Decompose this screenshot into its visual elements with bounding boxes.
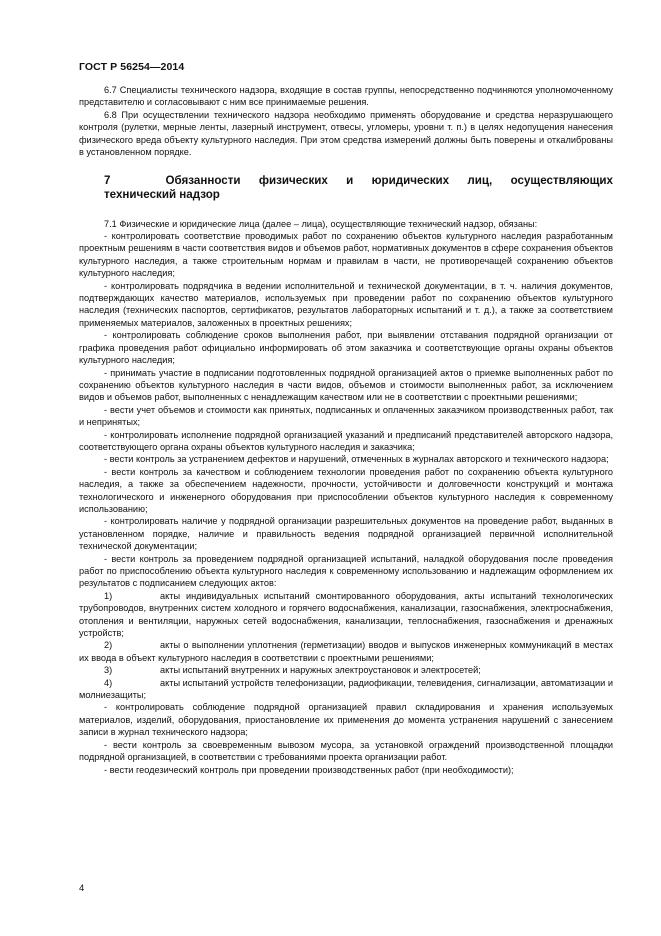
duty-item: - вести контроль за своевременным вывозом мусора, за установкой ограждений производственной площадки подрядной организацией, в соответствии с требованиями проекта организации работ.	[79, 739, 613, 763]
act-number: 2)	[104, 640, 113, 651]
document-body	[79, 84, 613, 776]
act-text: акты индивидуальных испытаний смонтированного оборудования, акты испытаний технологических трубопроводов, внутренних систем холодного и горячего водоснабжения, канализации, газоснабжения, электроснабжения, отопления и вентиляции, наружных сетей водоснабжения, канализации, теплоснабжения, газоснабжения и дренажных устройств;	[79, 590, 613, 639]
duty-item: - контролировать соблюдение сроков выполнения работ, при выявлении отставания подрядной организации от графика проведения работ официально информировать об этом заказчика и соответствующие органы охраны объектов культурного наследия;	[79, 330, 613, 366]
section-title-text1: Обязанности физических и юридических лиц, осуществляющих	[165, 174, 613, 188]
paragraph-7-1: 7.1 Физические и юридические лица (далее – лица), осуществляющие технический надзор, обязаны:	[104, 218, 538, 229]
section-title-line2: технический надзор	[104, 188, 220, 202]
duty-item: - вести контроль за проведением подрядной организацией испытаний, наладкой оборудования после проведения работ по приспособлению объекта культурного наследия к современному использованию и надлежащим оформлением их результатов с подписанием следующих актов:	[79, 553, 613, 589]
section-number: 7	[104, 174, 111, 188]
act-text: акты испытаний внутренних и наружных электроустановок и электросетей;	[160, 665, 481, 676]
duty-item: - контролировать подрядчика в ведении исполнительной и технической документации, в т. ч. наличия документов, подтверждающих качество материалов, используемых при проведении работ по сохранению объектов культурного наследия (технических паспортов, сертификатов, результатов лабораторных испытаний и т. д.), а также за соответствием применяемых материалов, заложенных в проектных решениях;	[79, 280, 613, 328]
duty-item: - контролировать исполнение подрядной организацией указаний и предписаний представителей авторского надзора, соответствующего органа охраны объектов культурного наследия и заказчика;	[79, 429, 613, 452]
paragraph-6-8: 6.8 При осуществлении технического надзора необходимо применять оборудование и средства неразрушающего контроля (рулетки, мерные ленты, лазерный инструмент, отвесы, угломеры, уровни т. п.) в целях недопущения нанесения физического вреда объекту культурного наследия. При этом средства измерений должны быть поверены и откалиброваны в установленном порядке.	[79, 109, 613, 158]
duty-item: - вести геодезический контроль при проведении производственных работ (при необходимости);	[104, 764, 514, 775]
act-item-2	[79, 639, 613, 664]
paragraph-6-7: 6.7 Специалисты технического надзора, входящие в состав группы, непосредственно подчиняются уполномоченному представителю и согласовывают с ним все принимаемые решения.	[79, 85, 613, 108]
duty-item: - вести контроль за устранением дефектов и нарушений, отмеченных в журналах авторского и технического надзора;	[104, 454, 609, 465]
duty-item: - вести учет объемов и стоимости как принятых, подписанных и оплаченных заказчиком производственных работ, так и непринятых;	[79, 404, 613, 428]
act-number: 1)	[104, 590, 113, 601]
act-text: акты испытаний устройств телефонизации, радиофикации, телевидения, сигнализации, автоматизации и молниезащиты;	[79, 677, 613, 701]
act-item-1	[79, 590, 613, 640]
document-code-header: ГОСТ Р 56254—2014	[79, 61, 185, 73]
duty-item: - контролировать наличие у подрядной организации разрешительных документов на проведение работ, выданных в установленном порядке, наличие и правильность ведения подрядной организацией первичной исполнительной технической документации;	[79, 516, 613, 552]
duty-item: - вести контроль за качеством и соблюдением технологии проведения работ по сохранению объекта культурного наследия, а также за обеспечением надежности, прочности, устойчивости и долговечности конструкций и монтажа технологического и инженерного оборудования при приспособлении объектов культурного наследия к современному использованию;	[79, 466, 613, 514]
act-text: акты о выполнении уплотнения (герметизации) вводов и выпусков инженерных коммуникаций в местах их ввода в объект культурного наследия в соответствии с проектными решениями;	[79, 640, 613, 663]
duty-item: - контролировать соблюдение подрядной организацией правил складирования и хранения используемых материалов, изделий, оборудования, приостановление их применения до момента устранения нарушений с занесением записи в журнал технического надзора;	[79, 702, 613, 738]
section-7-title	[79, 174, 613, 201]
act-item-4	[79, 677, 613, 702]
duty-item: - принимать участие в подписании подготовленных подрядной организацией актов о приемке выполненных работ по сохранению объектов культурного наследия в части видов, объемов и стоимости выполненных работ, за исключением видов и объемов работ, выполненных с ненадлежащим качеством или не в соответствии с проектными решениями;	[79, 367, 613, 403]
section-title-line1	[79, 174, 613, 188]
act-number: 3)	[104, 665, 113, 676]
act-number: 4)	[104, 677, 113, 688]
duty-item: - контролировать соответствие проводимых работ по сохранению объектов культурного наследия разработанным проектным решениям в части соответствия видов и объемов работ, нормативных документов в сфере сохранения объектов культурного наследия, а также строительным нормам и правилам в части, не противоречащей сохранению объектов культурного наследия;	[79, 231, 613, 279]
page-number: 4	[79, 883, 85, 894]
act-item-3	[79, 664, 613, 676]
